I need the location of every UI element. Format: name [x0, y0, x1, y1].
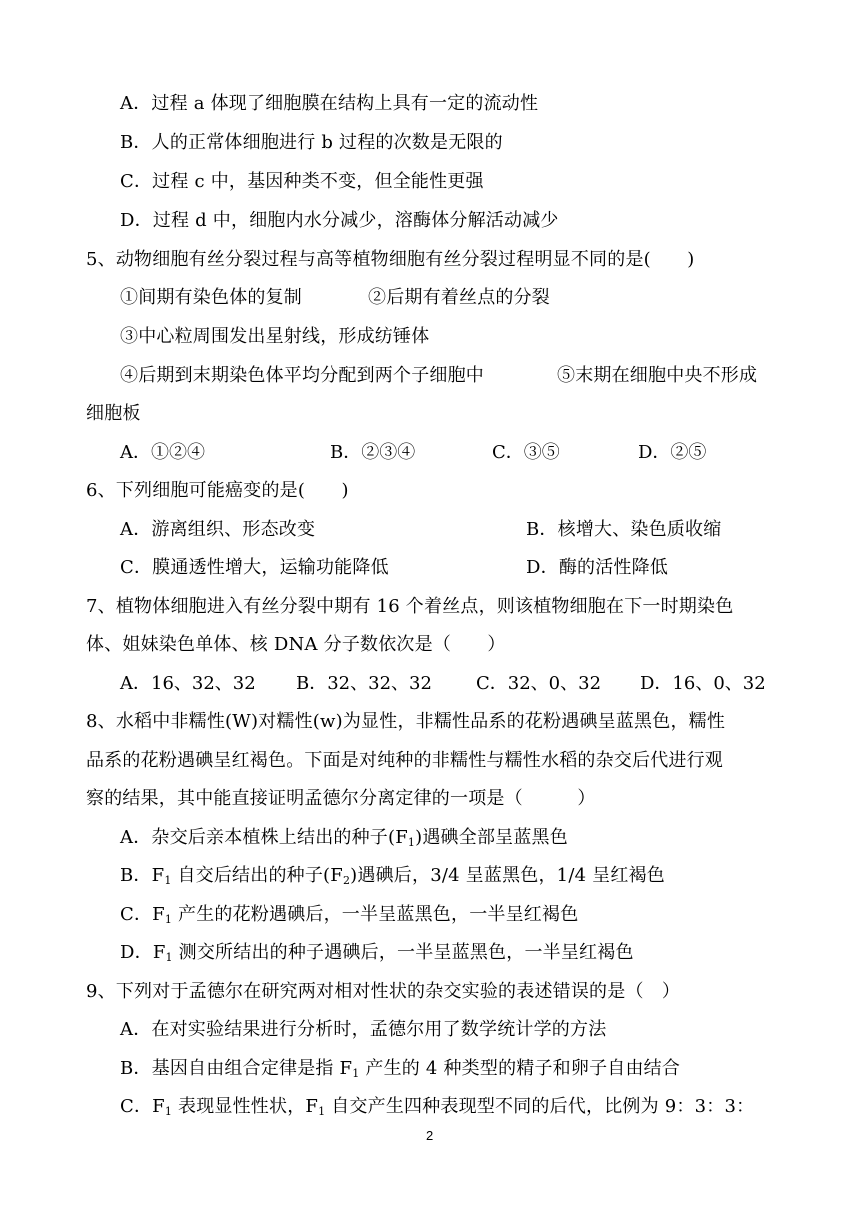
q6-option-a: A．游离组织、形态改变 [120, 519, 316, 540]
q5-item-5-cont: 细胞板 [86, 403, 141, 424]
q9-option-c: C．$F_1$ 表现显性性状，$F_1$ 自交产生四种表现型不同的后代，比例为 9：3：3： [120, 1096, 755, 1118]
q5-stem: 5、动物细胞有丝分裂过程与高等植物细胞有丝分裂过程明显不同的是( ) [86, 249, 695, 270]
q6-option-b: B．核增大、染色质收缩 [526, 519, 722, 540]
q4-option-c: C．过程 c 中，基因种类不变，但全能性更强 [120, 171, 484, 192]
q5-option-a: A．①②④ [120, 442, 205, 463]
q5-item-5: ⑤末期在细胞中央不形成 [557, 365, 758, 386]
q4-option-a: A．过程 a 体现了细胞膜在结构上具有一定的流动性 [120, 93, 539, 114]
q5-item-4: ④后期到末期染色体平均分配到两个子细胞中 [120, 365, 484, 386]
q7-option-a: A．16、32、32 [120, 673, 256, 694]
q5-item-2: ②后期有着丝点的分裂 [368, 287, 550, 308]
q6-option-d: D．酶的活性降低 [526, 557, 669, 578]
q9-option-a: A．在对实验结果进行分析时，孟德尔用了数学统计学的方法 [120, 1019, 607, 1040]
page-number: 2 [426, 1128, 434, 1143]
q6-option-c: C．膜通透性增大，运输功能降低 [120, 557, 389, 578]
q6-stem: 6、下列细胞可能癌变的是( ) [86, 480, 349, 501]
q8-stem-line-3: 察的结果，其中能直接证明孟德尔分离定律的一项是（ ） [86, 788, 596, 809]
q8-option-d: D．$F_1$ 测交所结出的种子遇碘后，一半呈蓝黑色，一半呈红褐色 [120, 942, 634, 964]
q9-option-b: B．基因自由组合定律是指 $F_1$ 产生的 4 种类型的精子和卵子自由结合 [120, 1058, 681, 1080]
q7-stem-line-1: 7、植物体细胞进入有丝分裂中期有 16 个着丝点，则该植物细胞在下一时期染色 [86, 596, 734, 617]
q5-option-d: D．②⑤ [638, 442, 707, 463]
q7-option-b: B．32、32、32 [296, 673, 432, 694]
q4-option-b: B．人的正常体细胞进行 b 过程的次数是无限的 [120, 132, 503, 153]
q8-option-a: A．杂交后亲本植株上结出的种子$(F_1)$遇碘全部呈蓝黑色 [120, 827, 568, 849]
q4-option-d: D．过程 d 中，细胞内水分减少，溶酶体分解活动减少 [120, 210, 559, 231]
q8-stem-line-1: 8、水稻中非糯性(W)对糯性(w)为显性，非糯性品系的花粉遇碘呈蓝黑色，糯性 [86, 711, 726, 732]
q8-option-b: B．$F_1$ 自交后结出的种子$(F_2)$遇碘后，3/4 呈蓝黑色，1/4 呈红褐色 [120, 865, 665, 887]
q5-item-3: ③中心粒周围发出星射线，形成纺锤体 [120, 326, 430, 347]
q9-stem: 9、下列对于孟德尔在研究两对相对性状的杂交实验的表述错误的是（ ） [86, 981, 681, 1002]
q5-item-1: ①间期有染色体的复制 [120, 287, 302, 308]
q7-option-d: D．16、0、32 [640, 673, 766, 694]
q8-stem-line-2: 品系的花粉遇碘呈红褐色。下面是对纯种的非糯性与糯性水稻的杂交后代进行观 [86, 750, 723, 771]
q7-option-c: C．32、0、32 [476, 673, 602, 694]
q5-option-c: C．③⑤ [492, 442, 560, 463]
q8-option-c: C．$F_1$ 产生的花粉遇碘后，一半呈蓝黑色，一半呈红褐色 [120, 904, 579, 926]
q7-stem-line-2: 体、姐妹染色单体、核 DNA 分子数依次是（ ） [86, 634, 506, 655]
q5-option-b: B．②③④ [330, 442, 416, 463]
